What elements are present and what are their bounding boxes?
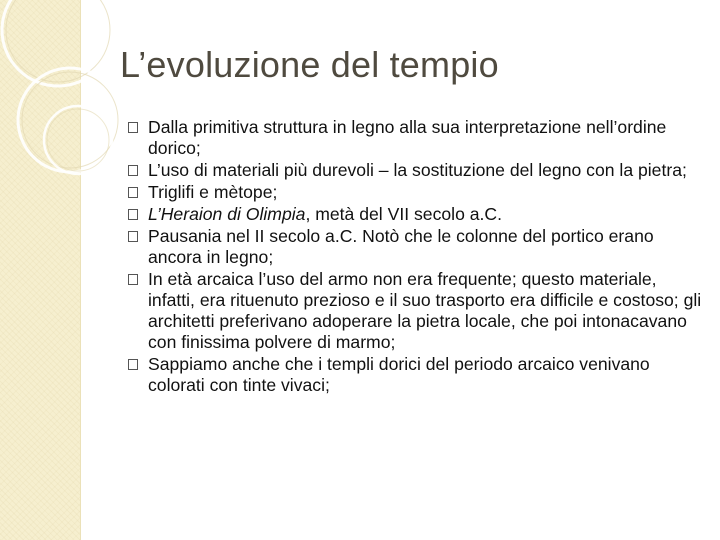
list-item <box>127 182 707 203</box>
bullet-text: L’uso di materiali più durevoli – la sostituzione del legno con la pietra; <box>148 160 687 180</box>
list-item <box>127 160 707 181</box>
list-item <box>127 269 707 353</box>
bullet-text-italic: L’Heraion di Olimpia <box>148 204 306 224</box>
bullet-text: Dalla primitiva struttura in legno alla sua interpretazione nell’ordine dorico; <box>148 117 667 158</box>
bullet-text: In età arcaica l’uso del armo non era frequente; questo materiale, infatti, era rituenuto prezioso e il suo trasporto era difficile e costoso; gli architetti preferivano adoperare la pietra locale, che poi intonacavano con finissima polvere di marmo; <box>148 269 702 352</box>
square-bullet-icon <box>128 122 138 133</box>
bullet-text: Pausania nel II secolo a.C. Notò che le colonne del portico erano ancora in legno; <box>148 226 654 267</box>
list-item <box>127 226 707 268</box>
square-bullet-icon <box>128 231 138 242</box>
square-bullet-icon <box>128 187 138 198</box>
bullet-text: , metà del VII secolo a.C. <box>305 204 503 224</box>
slide-title: L’evoluzione del tempio <box>120 44 499 85</box>
list-item <box>127 117 707 159</box>
bullet-text: Sappiamo anche che i templi dorici del periodo arcaico venivano colorati con tinte vivaci; <box>148 354 650 395</box>
bullet-text: Triglifi e mètope; <box>148 182 278 202</box>
list-item <box>127 204 707 225</box>
bullet-list <box>127 117 707 397</box>
square-bullet-icon <box>128 359 138 370</box>
list-item <box>127 354 707 396</box>
square-bullet-icon <box>128 274 138 285</box>
square-bullet-icon <box>128 209 138 220</box>
square-bullet-icon <box>128 165 138 176</box>
